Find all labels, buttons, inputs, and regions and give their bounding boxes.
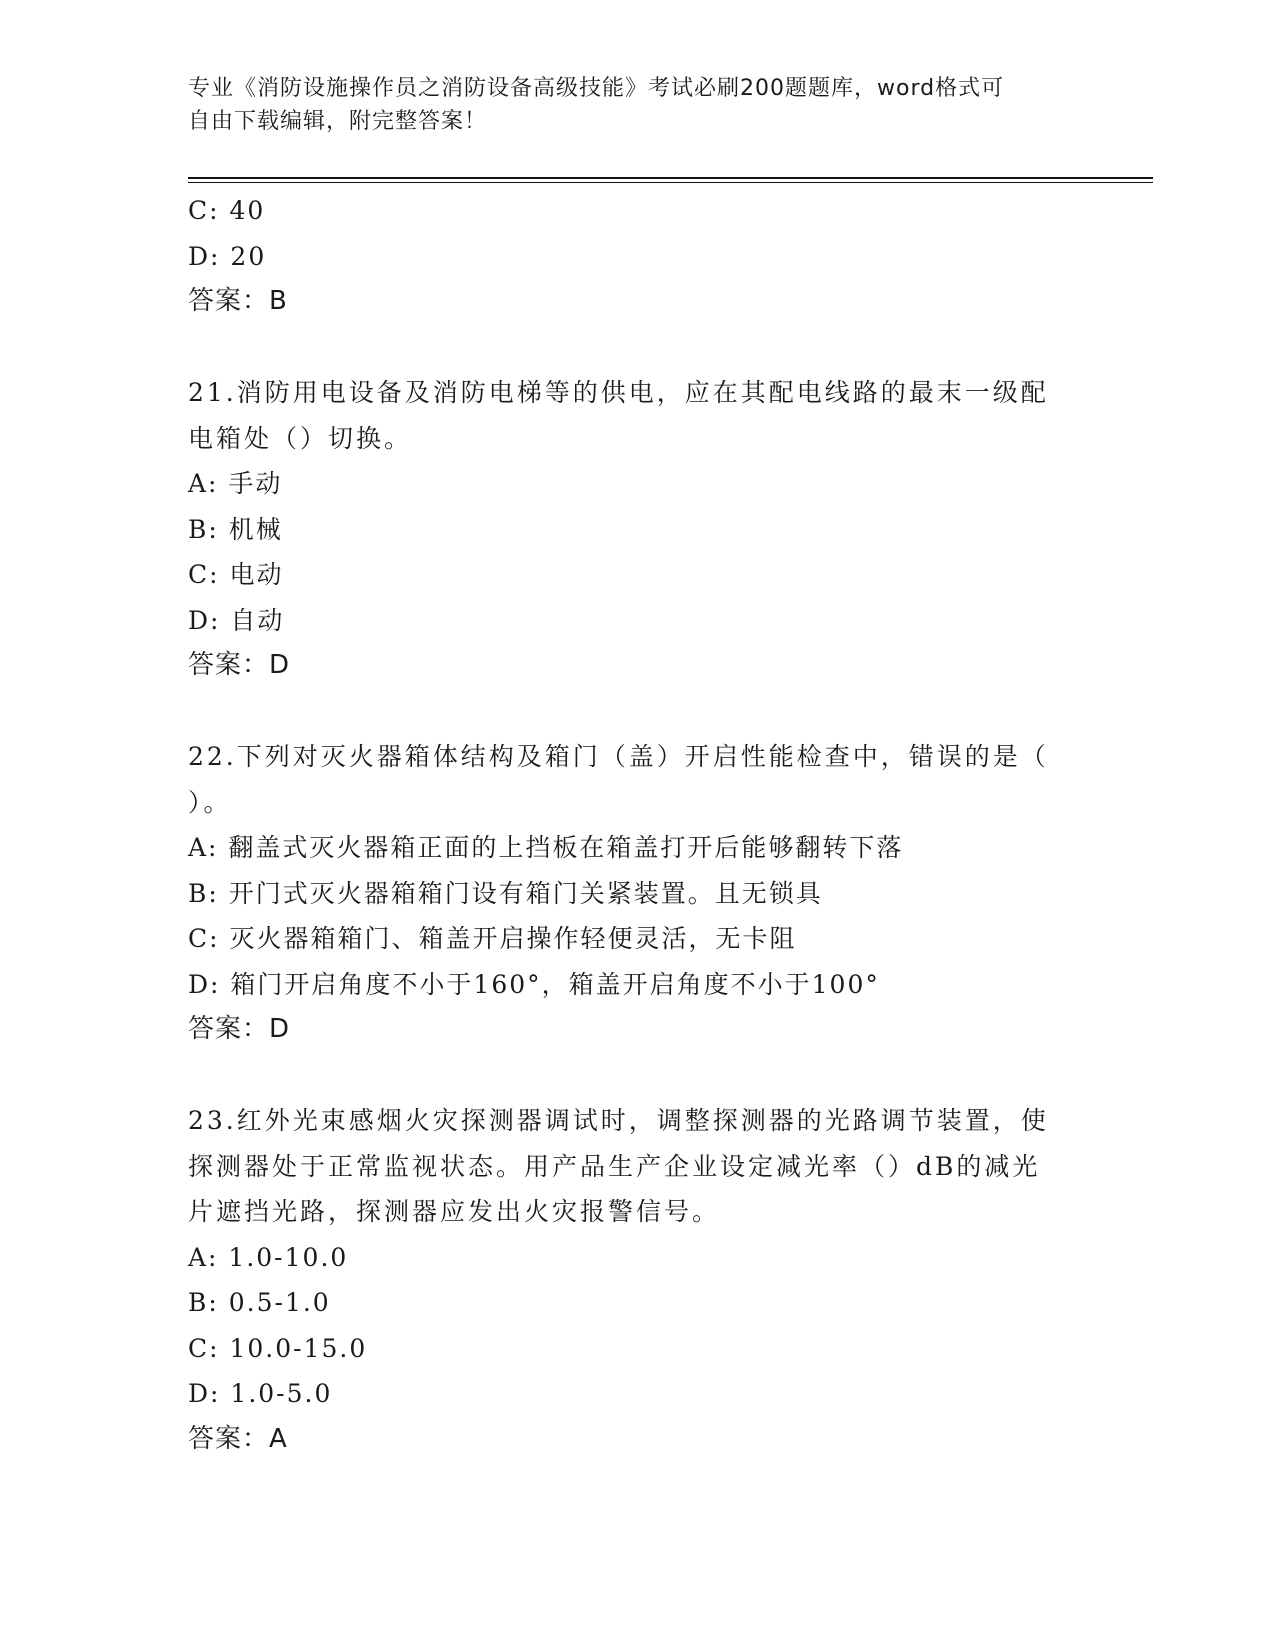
option-c: C: 40 [188,196,266,225]
spacer [188,325,1088,371]
question-stem-line: 21.消防用电设备及消防电梯等的供电，应在其配电线路的最末一级配 [188,378,1049,407]
answer-line: 答案：D [188,1014,291,1044]
option-d: D: 20 [188,241,267,271]
spacer [188,689,1088,735]
previous-question-tail [188,188,1088,325]
question-21 [188,370,1088,689]
question-stem-line: 电箱处（）切换。 [188,423,413,453]
answer-line: 答案：B [188,286,288,316]
question-22 [188,734,1088,1053]
question-stem-line: 片遮挡光路，探测器应发出火灾报警信号。 [188,1197,721,1226]
question-stem-line: 22.下列对灭火器箱体结构及箱门（盖）开启性能检查中，错误的是（ [188,742,1049,771]
option-d: D: 1.0-5.0 [188,1379,333,1408]
option-d: D: 箱门开启角度不小于160°，箱盖开启角度不小于100° [188,969,880,999]
option-b: B: 开门式灭火器箱箱门设有箱门关紧装置。且无锁具 [188,878,823,908]
answer-line: 答案：D [188,650,291,680]
question-stem-line: 探测器处于正常监视状态。用产品生产企业设定减光率（）dB的减光 [188,1151,1041,1181]
option-a: A: 翻盖式灭火器箱正面的上挡板在箱盖打开后能够翻转下落 [188,833,904,862]
header-line-2: 自由下载编辑，附完整答案！ [188,109,488,134]
option-c: C: 灭火器箱箱门、箱盖开启操作轻便灵活，无卡阻 [188,924,797,953]
option-b: B: 0.5-1.0 [188,1288,331,1317]
answer-line: 答案：A [188,1423,288,1454]
header-rule-thin [188,182,1153,183]
header-rule-thick [188,177,1153,179]
header-line-1: 专业《消防设施操作员之消防设备高级技能》考试必刷200题题库，word格式可 [188,76,1005,101]
question-stem-line: 23.红外光束感烟火灾探测器调试时，调整探测器的光路调节装置，使 [188,1106,1049,1135]
option-b: B: 机械 [188,514,283,544]
question-stem-line: ）。 [188,787,232,817]
option-d: D: 自动 [188,605,285,635]
question-23 [188,1098,1088,1462]
option-a: A: 手动 [188,469,283,498]
page-header [188,72,1088,138]
option-c: C: 10.0-15.0 [188,1333,368,1363]
spacer [188,1053,1088,1099]
option-a: A: 1.0-10.0 [188,1242,349,1272]
question-content [188,188,1088,1462]
option-c: C: 电动 [188,560,284,589]
